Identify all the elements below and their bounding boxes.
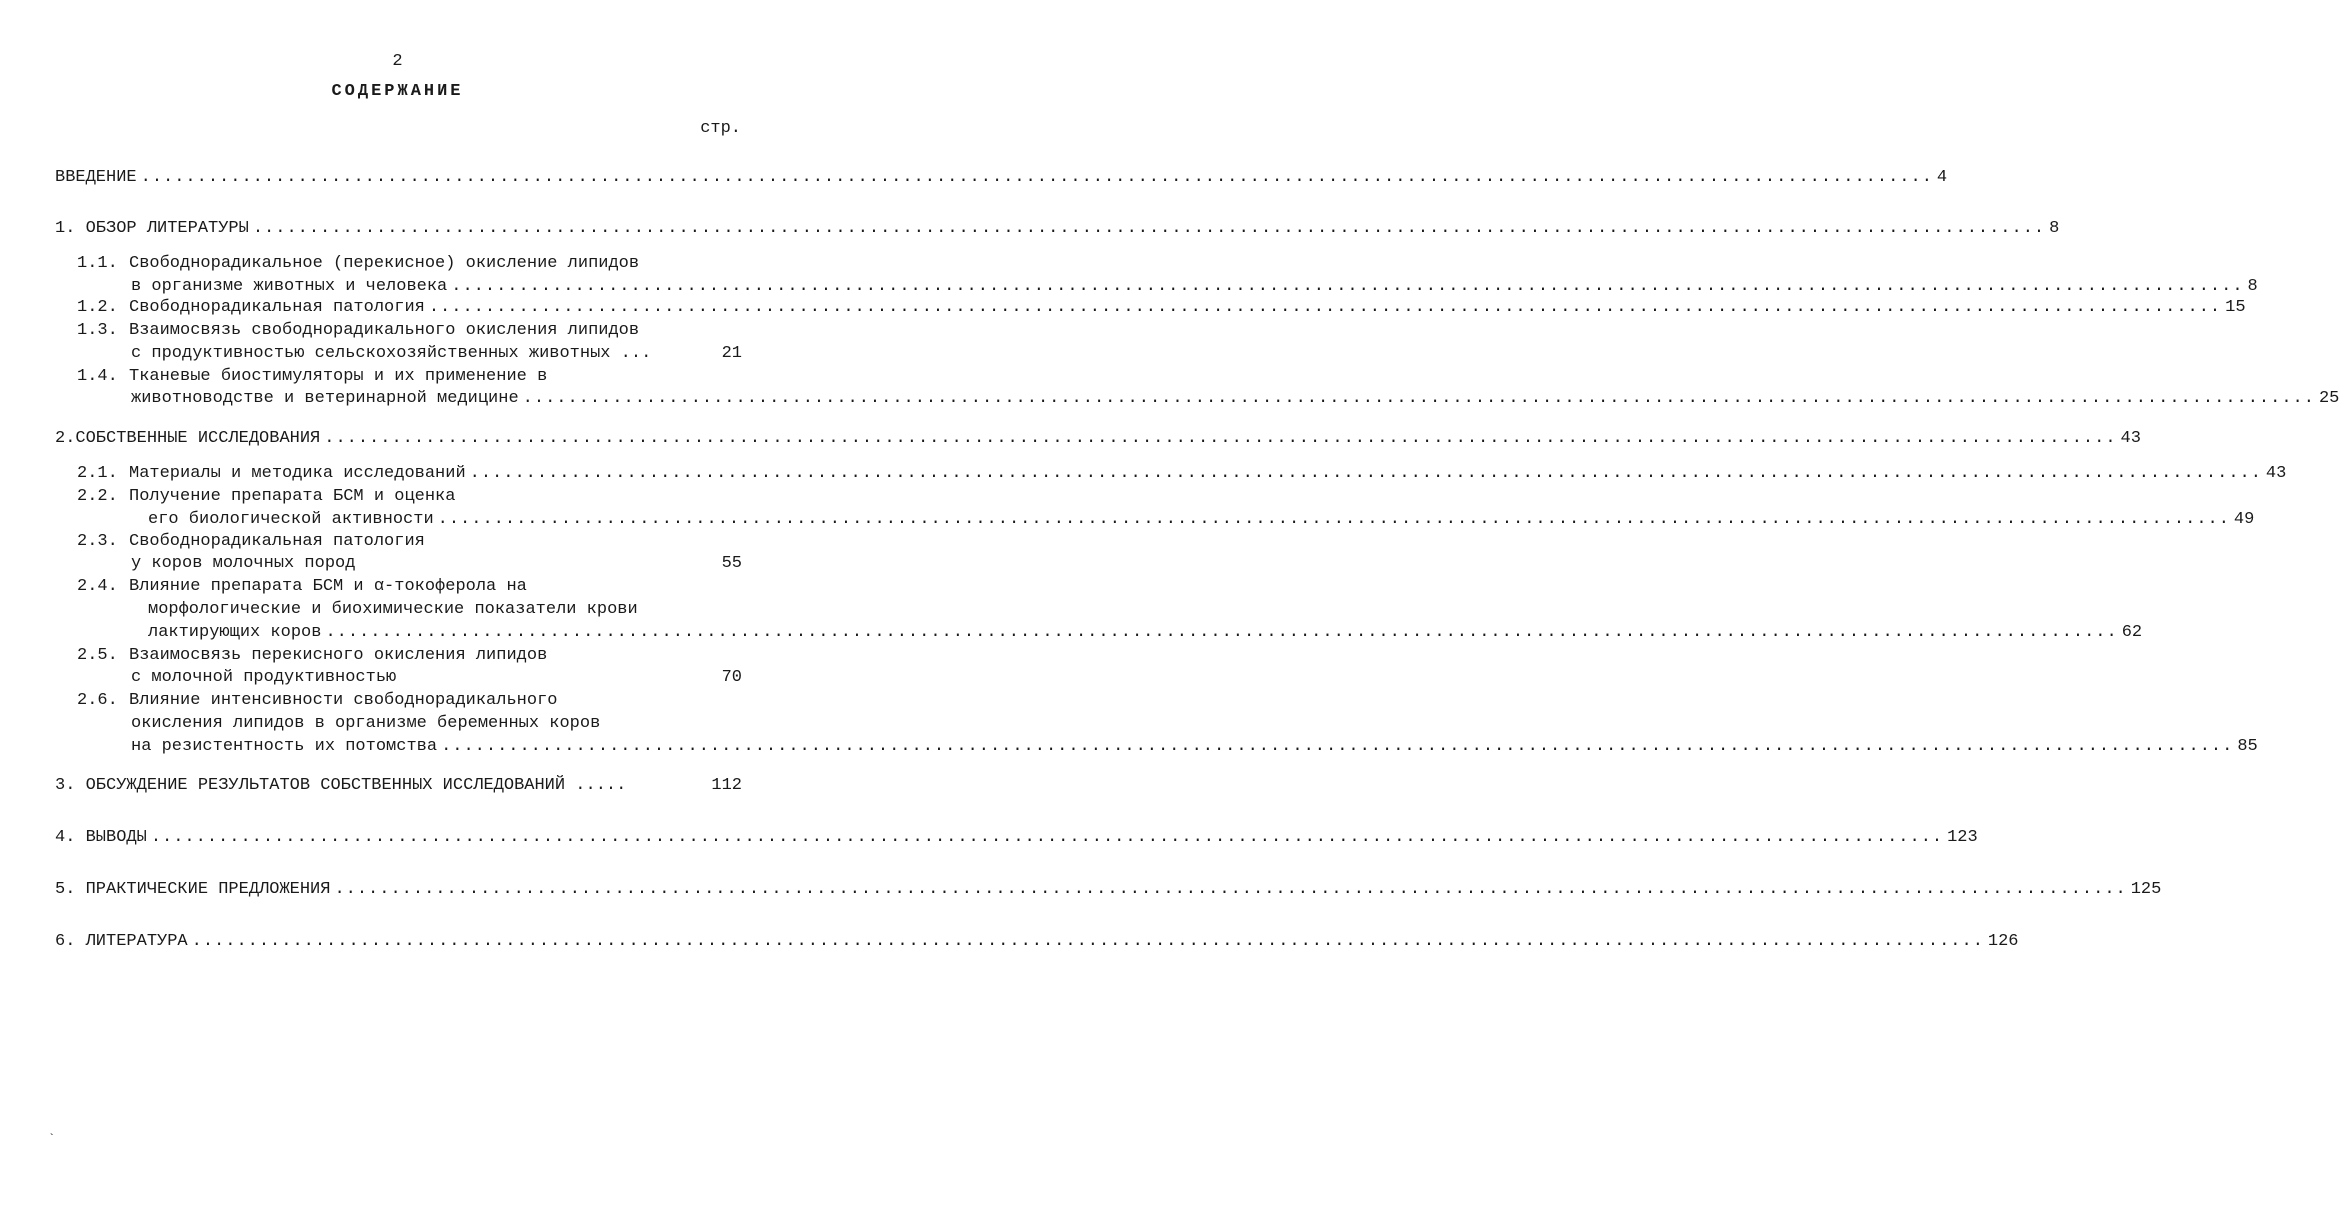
toc-entry-text: Влияние препарата БСМ и α-токоферола на: [129, 577, 527, 596]
toc-entry-1-1-line1: [77, 253, 639, 275]
toc-entry-number: 2.4.: [77, 577, 118, 596]
toc-entry-3: [55, 775, 742, 797]
toc-entry-number: 1.1.: [77, 254, 118, 273]
toc-entry-1-1-line2: [131, 276, 2258, 298]
toc-entry-text: СОБСТВЕННЫЕ ИССЛЕДОВАНИЯ: [75, 429, 321, 448]
toc-entry-page: 55: [721, 554, 742, 573]
toc-entry-page: 70: [721, 668, 742, 687]
toc-entry-text: Свободнорадикальная патология: [129, 532, 425, 551]
toc-entry-2-5-line1: [77, 645, 547, 667]
toc-entry-text: Влияние интенсивности свободнорадикального: [129, 691, 558, 710]
toc-entry-page: 8: [2049, 219, 2060, 238]
toc-entry-number: 2.2.: [77, 487, 118, 506]
toc-entry-intro: [55, 167, 1948, 189]
toc-entry-text: ОБЗОР ЛИТЕРАТУРЫ: [85, 219, 249, 238]
toc-entry-page: 43: [2120, 429, 2141, 448]
toc-entry-text: ПРАКТИЧЕСКИЕ ПРЕДЛОЖЕНИЯ: [85, 880, 331, 899]
toc-entry-text: морфологические и биохимические показатели крови: [148, 600, 638, 619]
toc-leader: ................................................................................................................................................................: [334, 880, 2127, 899]
toc-entry-text: Материалы и методика исследований: [129, 464, 466, 483]
toc-entry-6: [55, 931, 2019, 953]
toc-entry-page: 62: [2121, 623, 2143, 642]
toc-entry-text: с молочной продуктивностью: [131, 668, 397, 687]
toc-entry-2-3-line2: [131, 553, 742, 575]
toc-entry-2-1: [77, 463, 2287, 485]
toc-entry-2-2-line1: [77, 486, 455, 508]
toc-entry-page: 43: [2265, 464, 2287, 483]
toc-entry-page: 8: [2247, 277, 2258, 296]
toc-entry-text: в организме животных и человека: [131, 277, 448, 296]
toc-entry-2-4-line3: [148, 622, 2143, 644]
toc-entry-4: [55, 827, 1978, 849]
toc-leader: ................................................................................................................................................................: [324, 429, 2117, 448]
toc-entry-1-2: [77, 297, 2246, 319]
toc-leader: ................................................................................................................................................................: [469, 464, 2262, 483]
toc-entry-text: Получение препарата БСМ и оценка: [129, 487, 456, 506]
toc-entry-2-4-line2: [148, 599, 638, 621]
page-title: СОДЕРЖАНИЕ: [331, 82, 464, 101]
toc-leader: ................................................................................................................................................................: [441, 737, 2234, 756]
corner-mark: `: [48, 1132, 56, 1146]
toc-entry-number: 2.3.: [77, 532, 118, 551]
toc-entry-page: 112: [711, 776, 742, 795]
toc-entry-text: ЛИТЕРАТУРА: [85, 932, 188, 951]
toc-entry-text: Взаимосвязь перекисного окисления липидов: [129, 646, 548, 665]
page-column-label: стр.: [700, 119, 741, 138]
toc-entry-number: 2.5.: [77, 646, 118, 665]
toc-leader: ................................................................................................................................................................: [451, 277, 2244, 296]
toc-entry-2-6-line2: [131, 713, 600, 735]
toc-leader: ................................................................................................................................................................: [428, 298, 2222, 317]
toc-leader: ................................................................................................................................................................: [252, 219, 2046, 238]
toc-leader: ................................................................................................................................................................: [140, 168, 1933, 187]
toc-entry-text: на резистентность их потомства: [131, 737, 438, 756]
toc-entry-2-6-line1: [77, 690, 557, 712]
toc-entry-page: 123: [1947, 828, 1978, 847]
toc-entry-text: ОБСУЖДЕНИЕ РЕЗУЛЬТАТОВ СОБСТВЕННЫХ ИССЛЕДОВАНИЙ .....: [85, 776, 627, 795]
toc-entry-page: 15: [2225, 298, 2246, 317]
toc-entry-number: 5.: [55, 880, 76, 899]
toc-entry-text: Тканевые биостимуляторы и их применение в: [129, 367, 548, 386]
toc-entry-text: лактирующих коров: [148, 623, 322, 642]
toc-entry-text: ВЫВОДЫ: [85, 828, 147, 847]
toc-entry-text: его биологической активности: [148, 510, 434, 529]
toc-entry-5: [55, 879, 2162, 901]
toc-entry-1-4-line2: [131, 388, 2339, 410]
toc-leader: ................................................................................................................................................................: [150, 828, 1944, 847]
toc-leader: ................................................................................................................................................................: [437, 510, 2230, 529]
toc-entry-number: 3.: [55, 776, 76, 795]
toc-entry-number: 1.3.: [77, 321, 118, 340]
toc-entry-number: 2.1.: [77, 464, 118, 483]
toc-entry-number: 2.: [55, 429, 76, 448]
toc-entry-2: [55, 428, 2141, 450]
toc-entry-2-5-line2: [131, 667, 742, 689]
toc-entry-page: 125: [2130, 880, 2162, 899]
toc-entry-2-2-line2: [148, 509, 2255, 531]
toc-entry-text: ВВЕДЕНИЕ: [55, 168, 137, 187]
toc-leader: ................................................................................................................................................................: [191, 932, 1984, 951]
toc-leader: ................................................................................................................................................................: [325, 623, 2118, 642]
toc-entry-number: 2.6.: [77, 691, 118, 710]
toc-entry-text: Взаимосвязь свободнорадикального окисления липидов: [129, 321, 640, 340]
toc-entry-page: 25: [2318, 389, 2339, 408]
toc-entry-page: 21: [721, 344, 742, 363]
toc-entry-text: окисления липидов в организме беременных коров: [131, 714, 601, 733]
toc-entry-page: 4: [1936, 168, 1948, 187]
toc-entry-1: [55, 218, 2060, 240]
toc-entry-number: 1.2.: [77, 298, 118, 317]
toc-entry-text: с продуктивностью сельскохозяйственных животных ...: [131, 344, 652, 363]
toc-entry-page: 126: [1987, 932, 2019, 951]
toc-entry-1-3-line1: [77, 320, 639, 342]
toc-entry-number: 1.4.: [77, 367, 118, 386]
toc-entry-text: у коров молочных пород: [131, 554, 356, 573]
toc-entry-text: Свободнорадикальное (перекисное) окисление липидов: [129, 254, 640, 273]
toc-entry-number: 6.: [55, 932, 76, 951]
toc-entry-2-4-line1: [77, 576, 527, 598]
toc-entry-number: 4.: [55, 828, 76, 847]
page-number: 2: [392, 52, 403, 71]
toc-entry-2-6-line3: [131, 736, 2258, 758]
toc-leader: ................................................................................................................................................................: [522, 389, 2315, 408]
toc-entry-page: 85: [2237, 737, 2258, 756]
toc-entry-text: животноводстве и ветеринарной медицине: [131, 389, 519, 408]
toc-entry-page: 49: [2233, 510, 2255, 529]
toc-entry-text: Свободнорадикальная патология: [129, 298, 425, 317]
toc-entry-1-3-line2: [131, 343, 742, 365]
toc-entry-2-3-line1: [77, 531, 425, 553]
toc-entry-number: 1.: [55, 219, 76, 238]
toc-entry-1-4-line1: [77, 366, 547, 388]
